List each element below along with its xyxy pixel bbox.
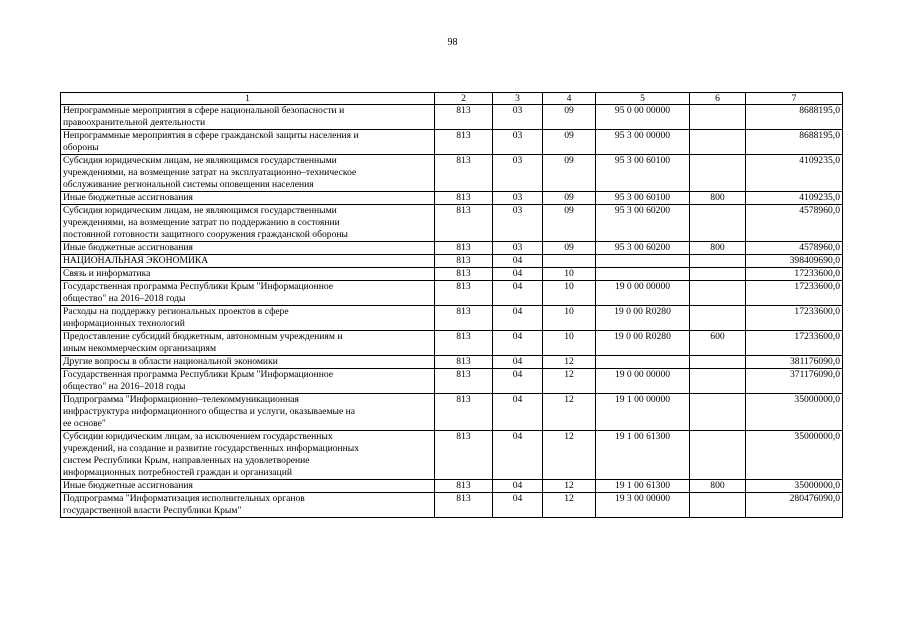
section-code-cell: 03 [493,130,543,155]
admin-code-cell: 813 [435,431,493,480]
admin-code-cell: 813 [435,493,493,518]
section-code-cell: 04 [493,394,543,431]
admin-code-cell: 813 [435,281,493,306]
subsection-code-cell: 09 [543,130,596,155]
row-name-line: НАЦИОНАЛЬНАЯ ЭКОНОМИКА [63,255,209,266]
row-name-line: Непрограммные мероприятия в сфере национальной безопасности и [63,105,345,116]
table-row [61,480,843,493]
row-name-line: общество" на 2016–2018 годы [63,381,186,392]
row-name-line: правоохранительной деятельности [63,117,206,128]
row-name-cell [61,493,435,518]
amount-cell: 398409690,0 [746,255,843,268]
expense-type-cell [690,306,746,331]
subsection-code-cell: 10 [543,331,596,356]
admin-code-cell: 813 [435,331,493,356]
row-name-cell [61,268,435,281]
target-article-cell: 19 0 00 00000 [596,281,690,306]
section-code-cell: 04 [493,431,543,480]
column-header: 4 [543,93,596,105]
section-code-cell: 03 [493,155,543,192]
row-name-line: Связь и информатика [63,268,151,279]
row-name-line: учреждений, на создание и развитие государственных информационных [63,443,360,454]
row-name-cell [61,242,435,255]
target-article-cell: 95 3 00 00000 [596,130,690,155]
target-article-cell: 95 3 00 60100 [596,192,690,205]
subsection-code-cell: 12 [543,369,596,394]
expense-type-cell [690,268,746,281]
target-article-cell: 19 0 00 R0280 [596,331,690,356]
expense-type-cell [690,369,746,394]
column-header: 7 [746,93,843,105]
subsection-code-cell [543,255,596,268]
expense-type-cell [690,105,746,130]
section-code-cell: 03 [493,105,543,130]
row-name-line: учреждениями, на возмещение затрат на эксплуатационно–техническое [63,167,357,178]
row-name-cell [61,394,435,431]
target-article-cell: 19 1 00 00000 [596,394,690,431]
target-article-cell: 19 1 00 61300 [596,480,690,493]
section-code-cell: 04 [493,369,543,394]
row-name-line: Государственная программа Республики Крым "Информационное [63,369,334,380]
target-article-cell: 95 0 00 00000 [596,105,690,130]
expense-type-cell: 600 [690,331,746,356]
subsection-code-cell: 12 [543,431,596,480]
subsection-code-cell: 09 [543,205,596,242]
table-row [61,493,843,518]
row-name-line: государственной власти Республики Крым" [63,505,242,516]
table-row [61,205,843,242]
row-name-cell [61,281,435,306]
amount-cell: 4109235,0 [746,192,843,205]
row-name-cell [61,130,435,155]
expense-type-cell [690,431,746,480]
amount-cell: 4578960,0 [746,242,843,255]
target-article-cell: 19 3 00 00000 [596,493,690,518]
admin-code-cell: 813 [435,356,493,369]
admin-code-cell: 813 [435,369,493,394]
row-name-line: инфраструктура информационного общества и услуги, оказываемые на [63,406,356,417]
table-row [61,281,843,306]
amount-cell: 8688195,0 [746,130,843,155]
admin-code-cell: 813 [435,480,493,493]
target-article-cell [596,255,690,268]
section-code-cell: 04 [493,480,543,493]
admin-code-cell: 813 [435,192,493,205]
target-article-cell: 19 0 00 00000 [596,369,690,394]
amount-cell: 35000000,0 [746,394,843,431]
admin-code-cell: 813 [435,255,493,268]
row-name-cell [61,369,435,394]
row-name-line: постоянной готовности защитного сооружения гражданской обороны [63,229,348,240]
row-name-line: информационных потребностей граждан и организаций [63,467,292,478]
table-row [61,369,843,394]
target-article-cell [596,356,690,369]
row-name-line: Подпрограмма "Информационно–телекоммуникационная [63,394,299,405]
column-header: 2 [435,93,493,105]
budget-table [60,92,843,518]
row-name-line: Иные бюджетные ассигнования [63,192,193,203]
section-code-cell: 03 [493,205,543,242]
target-article-cell: 19 1 00 61300 [596,431,690,480]
admin-code-cell: 813 [435,268,493,281]
amount-cell: 280476090,0 [746,493,843,518]
subsection-code-cell: 09 [543,192,596,205]
table-header [61,93,843,105]
amount-cell: 4109235,0 [746,155,843,192]
row-name-cell [61,331,435,356]
section-code-cell: 04 [493,356,543,369]
row-name-line: Другие вопросы в области национальной экономики [63,356,278,367]
section-code-cell: 04 [493,306,543,331]
expense-type-cell [690,281,746,306]
row-name-line: общество" на 2016–2018 годы [63,293,186,304]
column-header: 5 [596,93,690,105]
expense-type-cell: 800 [690,192,746,205]
section-code-cell: 03 [493,242,543,255]
row-name-cell [61,356,435,369]
section-code-cell: 04 [493,493,543,518]
expense-type-cell [690,394,746,431]
page-number: 98 [447,37,458,48]
amount-cell: 17233600,0 [746,306,843,331]
admin-code-cell: 813 [435,130,493,155]
row-name-line: Субсидия юридическим лицам, не являющимся государственными [63,205,337,216]
row-name-cell [61,155,435,192]
section-code-cell: 04 [493,331,543,356]
amount-cell: 381176090,0 [746,356,843,369]
column-header: 3 [493,93,543,105]
row-name-cell [61,480,435,493]
row-name-cell [61,105,435,130]
amount-cell: 17233600,0 [746,268,843,281]
target-article-cell: 95 3 00 60200 [596,242,690,255]
table-row [61,394,843,431]
row-name-line: Подпрограмма "Информатизация исполнительных органов [63,493,305,504]
column-header: 1 [61,93,435,105]
admin-code-cell: 813 [435,105,493,130]
admin-code-cell: 813 [435,306,493,331]
expense-type-cell: 800 [690,242,746,255]
target-article-cell: 95 3 00 60200 [596,205,690,242]
admin-code-cell: 813 [435,242,493,255]
subsection-code-cell: 09 [543,242,596,255]
table-body [61,105,843,518]
amount-cell: 8688195,0 [746,105,843,130]
subsection-code-cell: 10 [543,306,596,331]
expense-type-cell: 800 [690,480,746,493]
admin-code-cell: 813 [435,205,493,242]
row-name-line: систем Республики Крым, направленных на удовлетворение [63,455,310,466]
row-name-line: обслуживание региональной системы оповещения населения [63,179,314,190]
row-name-line: учреждениями, на возмещение затрат по поддержанию в состоянии [63,217,340,228]
table-row [61,192,843,205]
subsection-code-cell: 12 [543,493,596,518]
row-name-line: иным некоммерческим организациям [63,343,217,354]
row-name-line: обороны [63,142,99,153]
target-article-cell [596,268,690,281]
row-name-line: Иные бюджетные ассигнования [63,242,193,253]
expense-type-cell [690,356,746,369]
subsection-code-cell: 09 [543,155,596,192]
row-name-cell [61,306,435,331]
table-row [61,155,843,192]
section-code-cell: 04 [493,255,543,268]
expense-type-cell [690,130,746,155]
row-name-line: Иные бюджетные ассигнования [63,480,193,491]
subsection-code-cell: 12 [543,480,596,493]
table-row [61,242,843,255]
expense-type-cell [690,255,746,268]
table-row [61,431,843,480]
table-row [61,306,843,331]
row-name-cell [61,205,435,242]
subsection-code-cell: 09 [543,105,596,130]
section-code-cell: 04 [493,281,543,306]
section-code-cell: 03 [493,192,543,205]
row-name-line: Непрограммные мероприятия в сфере гражданской защиты населения и [63,130,359,141]
expense-type-cell [690,493,746,518]
amount-cell: 371176090,0 [746,369,843,394]
table-row [61,331,843,356]
expense-type-cell [690,155,746,192]
row-name-line: Государственная программа Республики Крым "Информационное [63,281,334,292]
amount-cell: 17233600,0 [746,331,843,356]
table-row [61,356,843,369]
section-code-cell: 04 [493,268,543,281]
subsection-code-cell: 10 [543,268,596,281]
table-row [61,105,843,130]
target-article-cell: 19 0 00 R0280 [596,306,690,331]
row-name-cell [61,255,435,268]
table-row [61,255,843,268]
expense-type-cell [690,205,746,242]
row-name-line: ее основе" [63,418,106,429]
row-name-line: Расходы на поддержку региональных проектов в сфере [63,306,289,317]
row-name-line: информационных технологий [63,318,185,329]
column-header: 6 [690,93,746,105]
header-row [61,93,843,105]
subsection-code-cell: 12 [543,394,596,431]
subsection-code-cell: 10 [543,281,596,306]
amount-cell: 35000000,0 [746,431,843,480]
amount-cell: 17233600,0 [746,281,843,306]
row-name-line: Субсидия юридическим лицам, не являющимся государственными [63,155,337,166]
row-name-line: Субсидии юридическим лицам, за исключением государственных [63,431,333,442]
admin-code-cell: 813 [435,155,493,192]
subsection-code-cell: 12 [543,356,596,369]
table-row [61,268,843,281]
admin-code-cell: 813 [435,394,493,431]
row-name-cell [61,192,435,205]
amount-cell: 35000000,0 [746,480,843,493]
row-name-cell [61,431,435,480]
target-article-cell: 95 3 00 60100 [596,155,690,192]
table-row [61,130,843,155]
row-name-line: Предоставление субсидий бюджетным, автономным учреждениям и [63,331,343,342]
amount-cell: 4578960,0 [746,205,843,242]
